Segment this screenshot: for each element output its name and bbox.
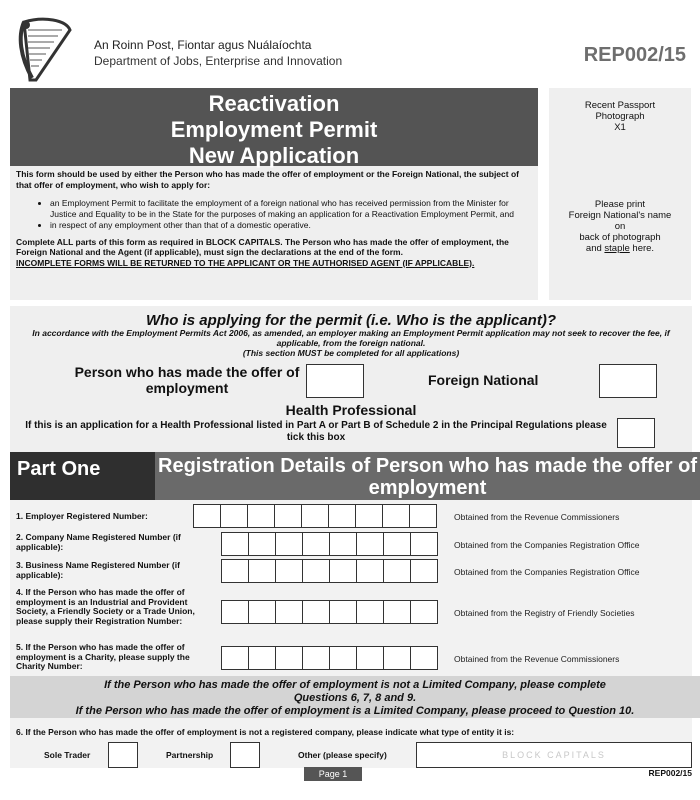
digit-cell[interactable]: [409, 504, 437, 528]
digit-cell[interactable]: [275, 532, 303, 556]
row-5-note: Obtained from the Revenue Commissioners: [454, 654, 620, 664]
digit-cell[interactable]: [382, 504, 410, 528]
company-number-field: [222, 532, 438, 556]
limited-company-notice: [10, 676, 700, 718]
digit-cell[interactable]: [274, 504, 302, 528]
other-label: Other (please specify): [298, 750, 387, 760]
row-3-label: 3. Business Name Registered Number (if applicable):: [16, 560, 180, 580]
charity-number-field: [222, 646, 438, 670]
applicant-section: [10, 306, 692, 452]
photo-text: and: [585, 243, 605, 254]
digit-cell[interactable]: [248, 646, 276, 670]
digit-cell[interactable]: [410, 646, 438, 670]
digit-cell[interactable]: [302, 559, 330, 583]
digit-cell[interactable]: [247, 504, 275, 528]
digit-cell[interactable]: [221, 559, 249, 583]
digit-cell[interactable]: [410, 532, 438, 556]
photo-text: Recent Passport: [584, 100, 656, 111]
incomplete-warning: INCOMPLETE FORMS WILL BE RETURNED TO THE APPLICANT OR THE AUTHORISED AGENT (IF APPLICABLE).: [16, 257, 475, 268]
photo-text: X1: [614, 122, 626, 133]
row-1-label: 1. Employer Registered Number:: [16, 511, 148, 521]
health-professional-checkbox[interactable]: [617, 418, 655, 448]
digit-cell[interactable]: [383, 600, 411, 624]
digit-cell[interactable]: [220, 504, 248, 528]
row-1-note: Obtained from the Revenue Commissioners: [454, 512, 620, 522]
foreign-national-option-label: Foreign National: [428, 372, 539, 388]
digit-cell[interactable]: [356, 532, 384, 556]
question-6-text: 6. If the Person who has made the offer of employment is not a registered company, please indicate what type of entity it is:: [16, 727, 515, 737]
digit-cell[interactable]: [193, 504, 221, 528]
health-professional-title: Health Professional: [285, 402, 417, 418]
digit-cell[interactable]: [410, 600, 438, 624]
digit-cell[interactable]: [221, 600, 249, 624]
digit-cell[interactable]: [302, 646, 330, 670]
intro-bullet-list: [50, 198, 532, 231]
intro-text: [16, 169, 532, 268]
applicant-mandatory-note: (This section MUST be completed for all applications): [242, 348, 460, 358]
digit-cell[interactable]: [410, 559, 438, 583]
photo-text: here.: [629, 243, 655, 254]
photo-name-instructions: [549, 199, 691, 254]
digit-cell[interactable]: [383, 532, 411, 556]
employer-checkbox[interactable]: [306, 364, 364, 398]
digit-cell[interactable]: [356, 646, 384, 670]
intro-panel: [10, 88, 538, 300]
digit-cell[interactable]: [329, 600, 357, 624]
digit-cell[interactable]: [302, 600, 330, 624]
digit-cell[interactable]: [248, 600, 276, 624]
row-5-label: 5. If the Person who has made the offer of employment is a Charity, please supply the Charity Number:: [16, 642, 190, 671]
employer-option-label: Person who has made the offer of employment: [74, 364, 300, 396]
part-one-label: Part One: [10, 452, 155, 500]
notice-line: If the Person who has made the offer of employment is a Limited Company, please proceed to Question 10.: [75, 705, 635, 717]
digit-cell[interactable]: [329, 559, 357, 583]
digit-cell[interactable]: [302, 532, 330, 556]
photo-text: Photograph: [595, 111, 645, 122]
photo-text: Please print: [594, 199, 646, 210]
digit-cell[interactable]: [329, 532, 357, 556]
photo-text: Foreign National's name: [568, 210, 672, 221]
passport-photo-box: [549, 88, 691, 300]
part-one-header: [10, 452, 700, 500]
row-3-note: Obtained from the Companies Registration Office: [454, 567, 640, 577]
digit-cell[interactable]: [356, 600, 384, 624]
staple-word: staple: [604, 243, 630, 254]
harp-icon: [14, 16, 74, 84]
photo-instructions: [549, 100, 691, 133]
digit-cell[interactable]: [355, 504, 383, 528]
row-2-label: 2. Company Name Registered Number (if applicable):: [16, 532, 181, 552]
digit-cell[interactable]: [275, 600, 303, 624]
form-title-line: Reactivation: [208, 91, 340, 116]
intro-paragraph: Complete ALL parts of this form as required in BLOCK CAPITALS. The Person who has made the offer of employment, the Foreign National and the Agent (if applicable), must sign the declarations at the end of the form.: [16, 236, 509, 257]
notice-line: If the Person who has made the offer of employment is not a Limited Company, please complete Questions 6, 7, 8 and 9.: [104, 679, 606, 704]
partnership-label: Partnership: [166, 750, 214, 760]
form-title-line: Employment Permit: [170, 117, 378, 142]
question-6: [10, 718, 692, 768]
footer-form-code: REP002/15: [648, 768, 692, 778]
society-number-field: [222, 600, 438, 624]
digit-cell[interactable]: [275, 646, 303, 670]
page-number: Page 1: [304, 767, 362, 781]
page-header: [0, 0, 700, 90]
digit-cell[interactable]: [356, 559, 384, 583]
photo-text: [549, 243, 691, 254]
digit-cell[interactable]: [329, 646, 357, 670]
partnership-checkbox[interactable]: [230, 742, 260, 768]
digit-cell[interactable]: [248, 532, 276, 556]
form-code: REP002/15: [583, 44, 686, 66]
photo-text: back of photograph: [579, 232, 661, 243]
health-professional-text: If this is an application for a Health Professional listed in Part A or Part B of Schedule 2 in the Principal Regulations please tick this box: [25, 420, 607, 443]
sole-trader-label: Sole Trader: [44, 750, 91, 760]
digit-cell[interactable]: [275, 559, 303, 583]
digit-cell[interactable]: [328, 504, 356, 528]
registration-section: [10, 500, 692, 676]
digit-cell[interactable]: [301, 504, 329, 528]
digit-cell[interactable]: [383, 559, 411, 583]
photo-text: on: [614, 221, 626, 232]
part-one-title: Registration Details of Person who has made the offer of employment: [155, 452, 700, 500]
intro-paragraph: This form should be used by either the Person who has made the offer of employment or the Foreign National, the subject of that offer of employment, who wish to apply for:: [16, 169, 519, 190]
applicant-subtitle: [10, 328, 692, 358]
sole-trader-checkbox[interactable]: [108, 742, 138, 768]
foreign-national-checkbox[interactable]: [599, 364, 657, 398]
business-number-field: [222, 559, 438, 583]
form-title-line: New Application: [188, 143, 360, 168]
row-2-note: Obtained from the Companies Registration Office: [454, 540, 640, 550]
digit-cell[interactable]: [221, 532, 249, 556]
applicant-title: Who is applying for the permit (i.e. Who is the applicant)?: [145, 312, 556, 329]
row-4-label: 4. If the Person who has made the offer of employment is an Industrial and Provident Society, a Friendly Society or a Trade Union, please supply their Registration Number:: [16, 587, 195, 626]
digit-cell[interactable]: [383, 646, 411, 670]
employer-number-field: [194, 504, 437, 528]
department-name-english: Department of Jobs, Enterprise and Innovation: [94, 54, 343, 68]
other-specify-input[interactable]: [416, 742, 692, 768]
form-title: [10, 88, 538, 166]
digit-cell[interactable]: [248, 559, 276, 583]
row-4-note: Obtained from the Registry of Friendly Societies: [454, 608, 635, 618]
digit-cell[interactable]: [221, 646, 249, 670]
applicant-fee-note: In accordance with the Employment Permits Act 2006, as amended, an employer making an Employment Permit application may not seek to recover the fee, if applicable, from the foreign national.: [32, 328, 670, 348]
intro-bullet: • in respect of any employment other than that of a domestic operative.: [50, 220, 532, 231]
department-name-irish: An Roinn Post, Fiontar agus Nuálaíochta: [94, 38, 312, 52]
intro-bullet: • an Employment Permit to facilitate the employment of a foreign national who has received permission from the Minister for Justice and Equality to be in the State for the purposes of making an application for a Reactivation Employment Permit, and: [50, 198, 532, 219]
